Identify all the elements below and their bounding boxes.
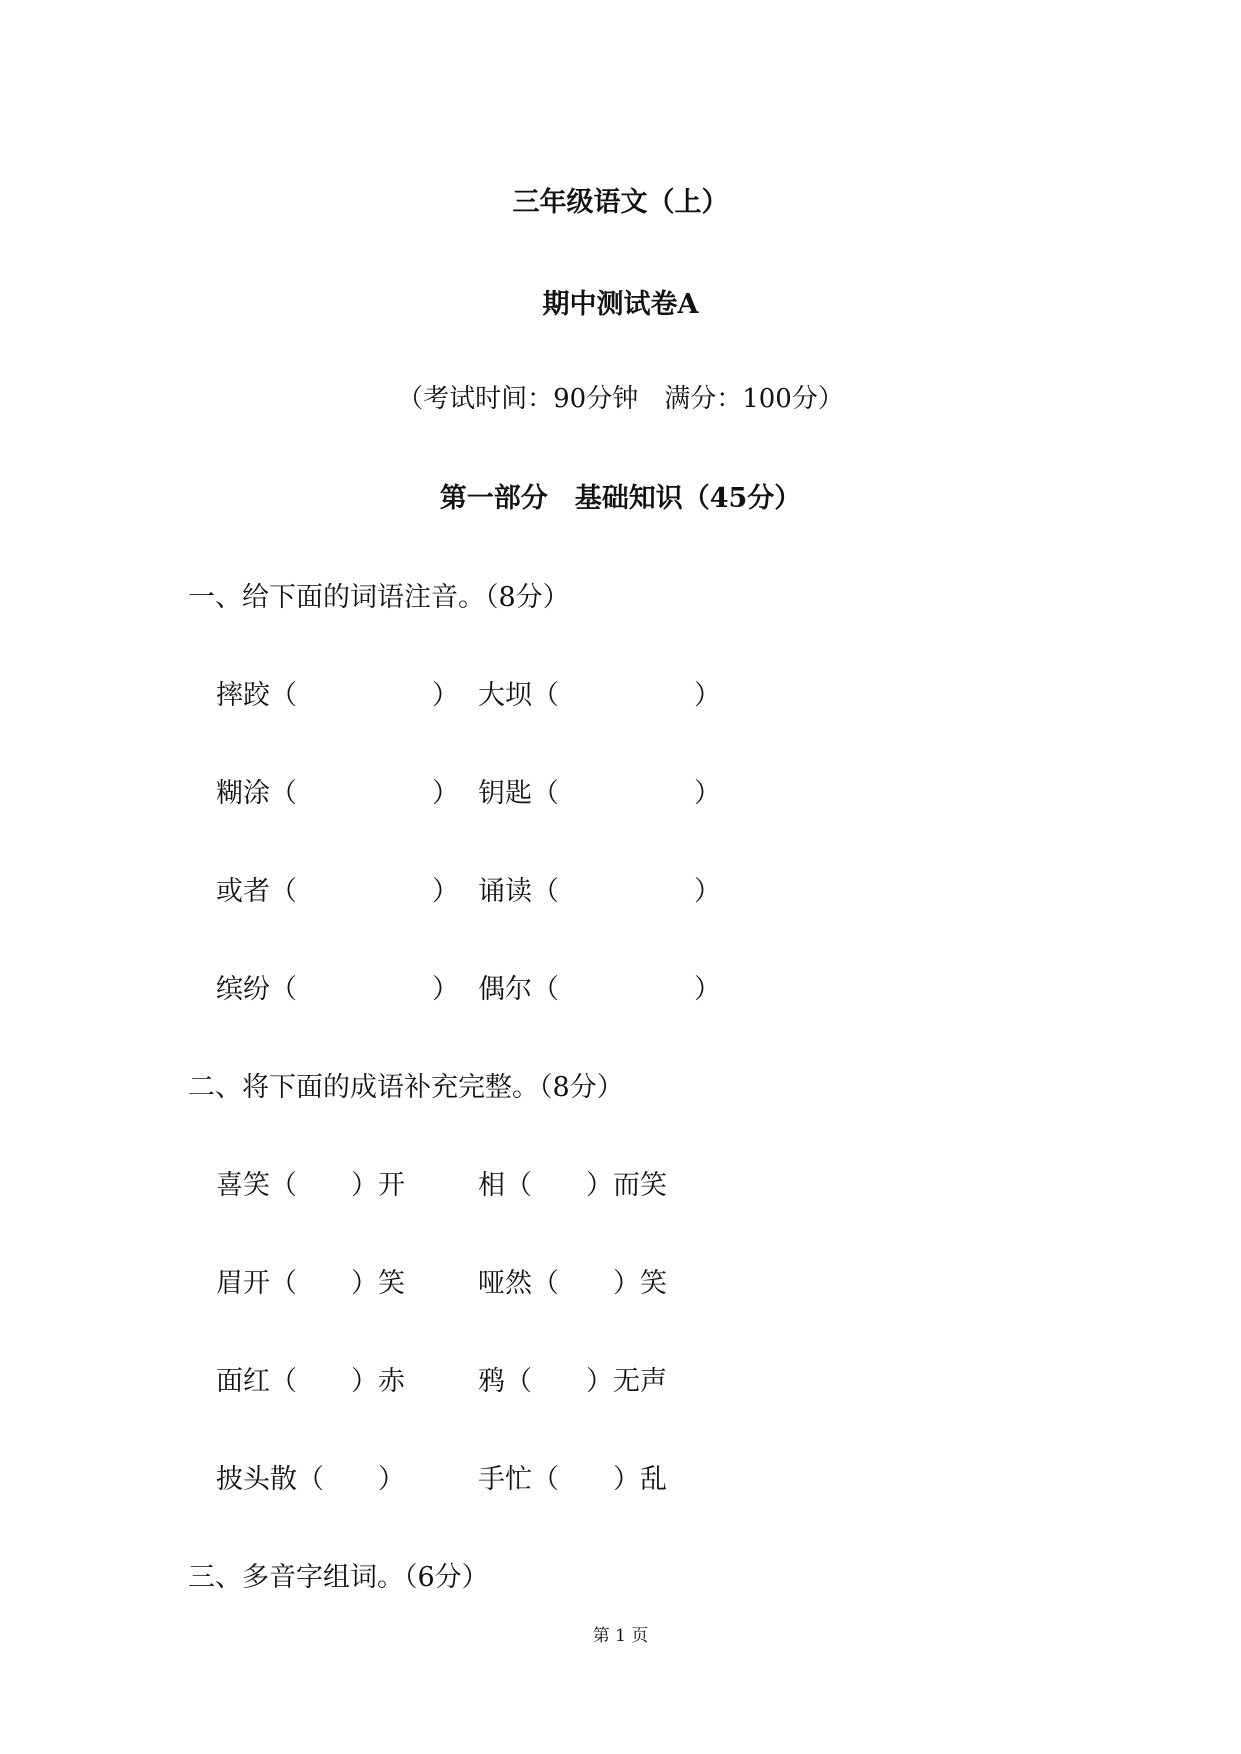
q1-item: 缤纷（ ） (216, 974, 459, 1005)
q1-item: 摔跤（ ） (216, 680, 459, 711)
q1-item: 偶尔（ ） (478, 974, 721, 1005)
q1-item: 大坝（ ） (478, 680, 721, 711)
question-2-prompt: 二、将下面的成语补充完整。（8分） (188, 1072, 624, 1103)
page-title: 三年级语文（上） (512, 187, 729, 218)
exam-info: （考试时间：90分钟 满分：100分） (397, 384, 844, 414)
q2-item: 面红（ ）赤 (216, 1366, 405, 1397)
question-1-prompt: 一、给下面的词语注音。（8分） (188, 582, 570, 613)
q2-item: 相（ ）而笑 (478, 1170, 667, 1201)
q1-item: 或者（ ） (216, 876, 459, 907)
q2-item: 哑然（ ）笑 (478, 1268, 667, 1299)
page-number: 第 1 页 (592, 1626, 649, 1646)
q2-item: 喜笑（ ）开 (216, 1170, 405, 1201)
q2-item: 鸦（ ）无声 (478, 1366, 667, 1397)
question-3-prompt: 三、多音字组词。（6分） (188, 1562, 489, 1593)
q1-item: 钥匙（ ） (478, 778, 721, 809)
q1-item: 诵读（ ） (478, 876, 721, 907)
q2-item: 披头散（ ） (216, 1464, 405, 1495)
part-heading: 第一部分 基础知识（45分） (439, 483, 802, 514)
exam-subtitle: 期中测试卷A (542, 289, 699, 320)
q1-item: 糊涂（ ） (216, 778, 459, 809)
q2-item: 眉开（ ）笑 (216, 1268, 405, 1299)
q2-item: 手忙（ ）乱 (478, 1464, 667, 1495)
